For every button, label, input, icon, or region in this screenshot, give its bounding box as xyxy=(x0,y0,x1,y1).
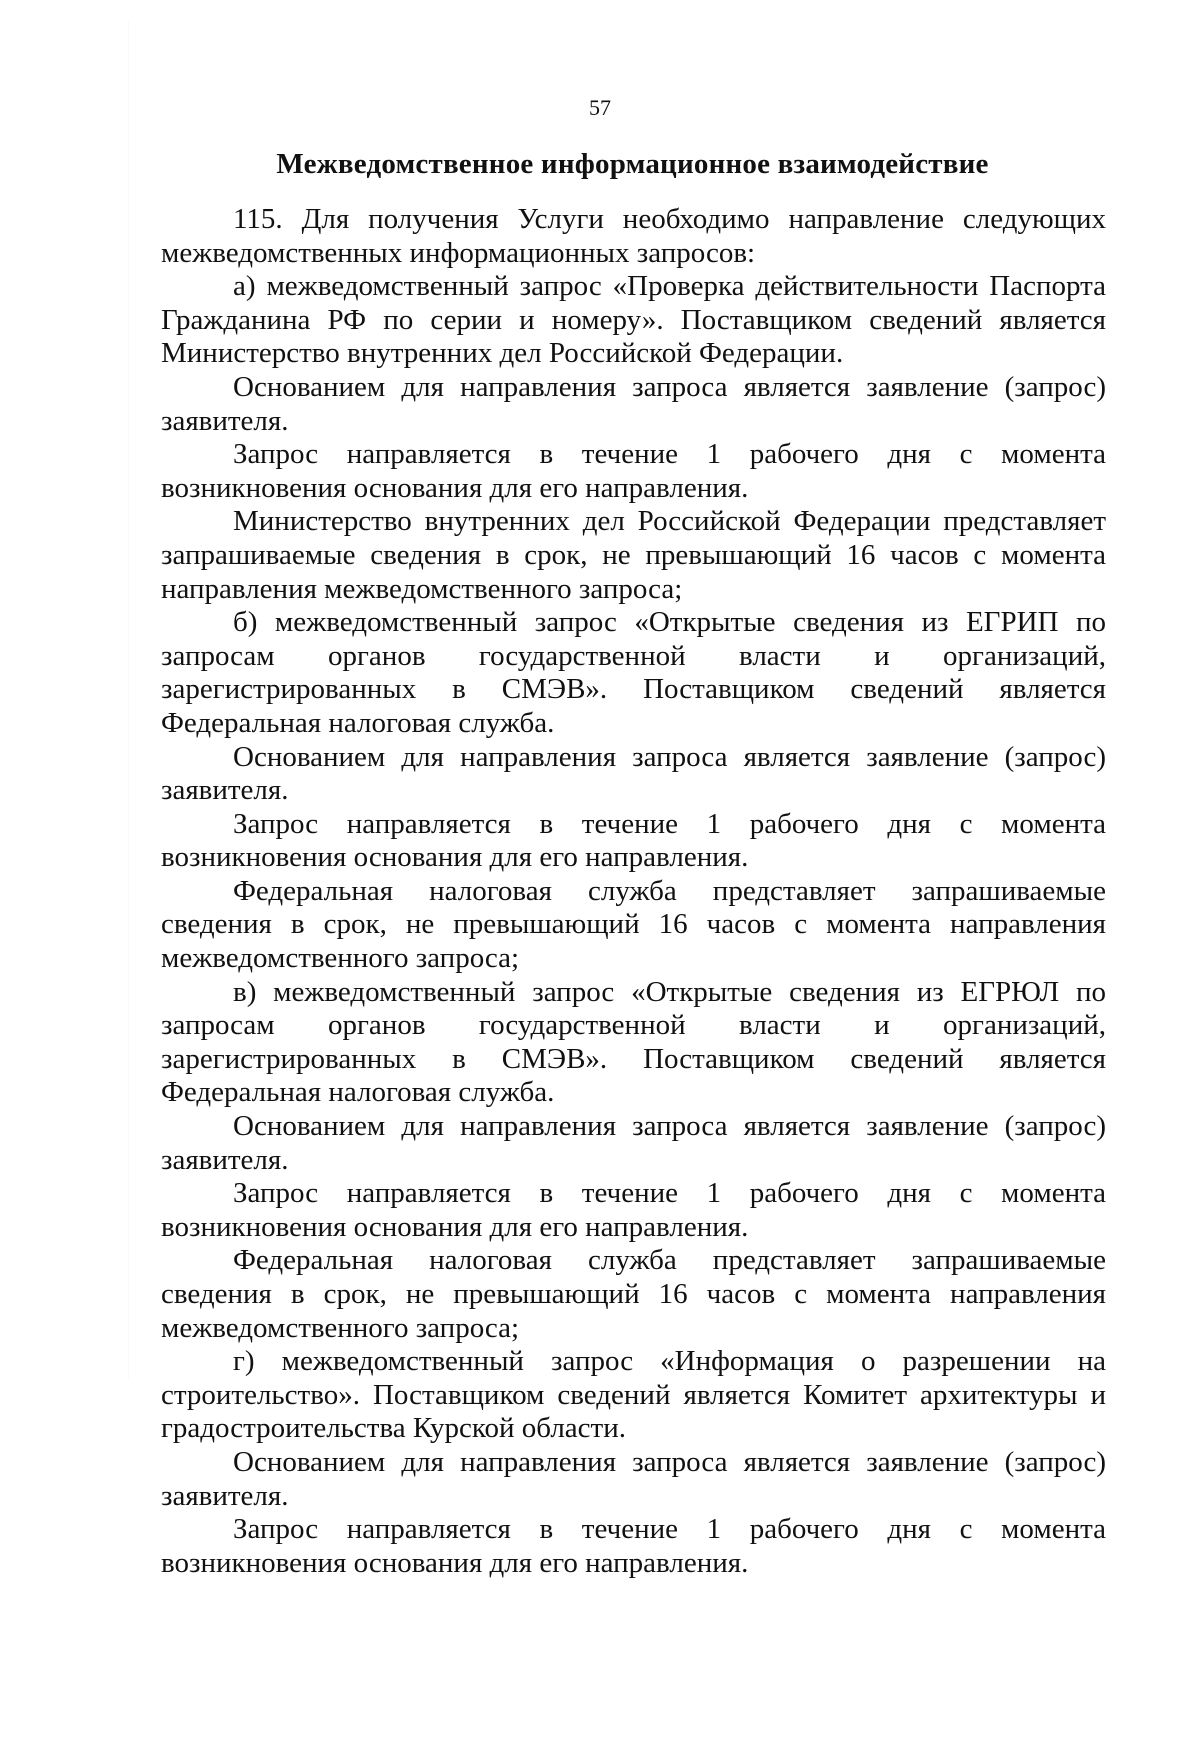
paragraph-basis-b: Основанием для направления запроса является заявление (запрос) заявителя. xyxy=(161,740,1106,807)
page-number: 57 xyxy=(589,95,611,120)
paragraph-provider-b: Федеральная налоговая служба представляет запрашиваемые сведения в срок, не превышающий 16 часов с момента направления межведомственного запроса; xyxy=(161,874,1106,975)
paragraph-basis-g: Основанием для направления запроса является заявление (запрос) заявителя. xyxy=(161,1445,1106,1512)
paragraph-item-b: б) межведомственный запрос «Открытые сведения из ЕГРИП по запросам органов государственной власти и организаций, зарегистрированных в СМЭВ». Поставщиком сведений является Федеральная налоговая служба. xyxy=(161,606,1106,739)
paragraph-item-v: в) межведомственный запрос «Открытые сведения из ЕГРЮЛ по запросам органов государственной власти и организаций, зарегистрированных в СМЭВ». Поставщиком сведений является Федеральная налоговая служба. xyxy=(161,975,1106,1109)
paragraph-basis-v: Основанием для направления запроса является заявление (запрос) заявителя. xyxy=(161,1110,1106,1176)
document-body xyxy=(161,203,1106,1580)
paragraph-basis-a: Основанием для направления запроса является заявление (запрос) заявителя. xyxy=(161,370,1106,437)
scan-edge-shadow xyxy=(128,20,129,1380)
paragraph-timing-a: Запрос направляется в течение 1 рабочего дня с момента возникновения основания для его направления. xyxy=(161,438,1106,504)
paragraph-provider-v: Федеральная налоговая служба представляет запрашиваемые сведения в срок, не превышающий 16 часов с момента направления межведомственного запроса; xyxy=(161,1244,1106,1344)
paragraph-timing-b: Запрос направляется в течение 1 рабочего дня с момента возникновения основания для его направления. xyxy=(161,807,1106,874)
paragraph-item-g: г) межведомственный запрос «Информация о разрешении на строительство». Поставщиком сведений является Комитет архитектуры и градостроительства Курской области. xyxy=(161,1345,1106,1445)
paragraph-provider-a: Министерство внутренних дел Российской Федерации представляет запрашиваемые сведения в срок, не превышающий 16 часов с момента направления межведомственного запроса; xyxy=(161,505,1106,605)
paragraph-timing-g: Запрос направляется в течение 1 рабочего дня с момента возникновения основания для его направления. xyxy=(161,1513,1106,1579)
paragraph-115-intro: 115. Для получения Услуги необходимо направление следующих межведомственных информационных запросов: xyxy=(161,203,1106,269)
section-title: Межведомственное информационное взаимодействие xyxy=(276,148,989,180)
paragraph-timing-v: Запрос направляется в течение 1 рабочего дня с момента возникновения основания для его направления. xyxy=(161,1177,1106,1243)
paragraph-item-a: а) межведомственный запрос «Проверка действительности Паспорта Гражданина РФ по серии и номеру». Поставщиком сведений является Министерство внутренних дел Российской Федерации. xyxy=(161,270,1106,370)
